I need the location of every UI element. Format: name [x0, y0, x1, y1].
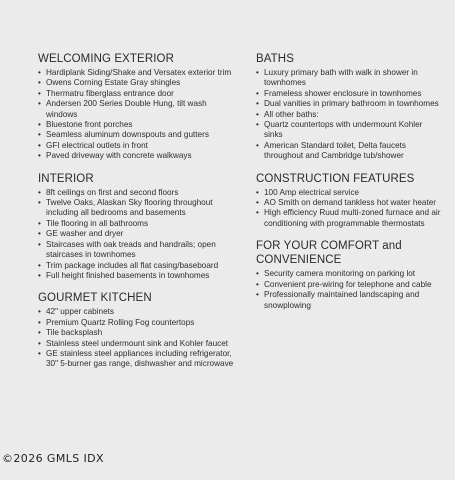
section-welcoming-exterior: [38, 52, 238, 162]
feature-item: • Trim package includes all flat casing/baseboard: [38, 261, 238, 271]
feature-item: • Andersen 200 Series Double Hung, tilt wash windows: [38, 99, 238, 120]
section-for-your-comfort-and-convenience: [256, 239, 441, 311]
feature-item: • Full height finished basements in townhomes: [38, 271, 238, 281]
feature-item: • Dual vanities in primary bathroom in townhomes: [256, 99, 441, 109]
feature-item: • Thermatru fiberglass entrance door: [38, 89, 238, 99]
section-baths: [256, 52, 441, 162]
feature-item: • Luxury primary bath with walk in shower in townhomes: [256, 68, 441, 89]
feature-item: • Stainless steel undermount sink and Kohler faucet: [38, 339, 238, 349]
section-title: CONSTRUCTION FEATURES: [256, 172, 415, 185]
feature-item: • Owens Corning Estate Gray shingles: [38, 78, 238, 88]
feature-item: • Convenient pre-wiring for telephone and cable: [256, 280, 441, 290]
feature-item: • GE washer and dryer: [38, 229, 238, 239]
feature-item: • Premium Quartz Rolling Fog countertops: [38, 318, 238, 328]
feature-item: • Paved driveway with concrete walkways: [38, 151, 238, 161]
section-gourmet-kitchen: [38, 291, 238, 369]
section-title: GOURMET KITCHEN: [38, 292, 152, 305]
feature-item: • 8ft ceilings on first and second floors: [38, 188, 238, 198]
feature-list: [38, 307, 238, 369]
feature-list: [38, 188, 238, 282]
feature-item: • Quartz countertops with undermount Kohler sinks: [256, 120, 441, 141]
feature-item: • 100 Amp electrical service: [256, 188, 441, 198]
feature-item: • Security camera monitoring on parking lot: [256, 269, 441, 279]
section-title: FOR YOUR COMFORT and CONVENIENCE: [256, 240, 402, 267]
feature-item: • AO Smith on demand tankless hot water heater: [256, 198, 441, 208]
feature-item: • Staircases with oak treads and handrails; open staircases in townhomes: [38, 240, 238, 261]
feature-list: [38, 68, 238, 162]
feature-item: • Professionally maintained landscaping and snowplowing: [256, 290, 441, 311]
right-column: [256, 52, 441, 321]
feature-item: • Bluestone front porches: [38, 120, 238, 130]
feature-item: • Tile backsplash: [38, 328, 238, 338]
feature-item: • Seamless aluminum downspouts and gutters: [38, 130, 238, 140]
section-interior: [38, 172, 238, 282]
feature-item: • High efficiency Ruud multi-zoned furnace and air conditioning with programmable thermostats: [256, 208, 441, 229]
section-title: INTERIOR: [38, 172, 94, 185]
feature-item: • 42" upper cabinets: [38, 307, 238, 317]
feature-list: [256, 68, 441, 162]
feature-item: • All other baths:: [256, 110, 441, 120]
feature-list: [256, 188, 441, 230]
copyright-watermark: ©2026 GMLS IDX: [2, 452, 104, 465]
section-title: BATHS: [256, 53, 294, 65]
section-construction-features: [256, 172, 441, 230]
feature-list: [256, 269, 441, 311]
section-title: WELCOMING EXTERIOR: [38, 53, 174, 65]
feature-item: • Frameless shower enclosure in townhomes: [256, 89, 441, 99]
feature-item: • Tile flooring in all bathrooms: [38, 219, 238, 229]
feature-item: • Twelve Oaks, Alaskan Sky flooring throughout including all bedrooms and basements: [38, 198, 238, 219]
feature-item: • Hardiplank Siding/Shake and Versatex exterior trim: [38, 68, 238, 78]
left-column: [38, 52, 238, 380]
feature-item: • GE stainless steel appliances including refrigerator, 30" 5-burner gas range, dishwasher and microwave: [38, 349, 238, 370]
feature-item: • GFI electrical outlets in front: [38, 141, 238, 151]
feature-item: • American Standard toilet, Delta faucets throughout and Cambridge tub/shower: [256, 141, 441, 162]
